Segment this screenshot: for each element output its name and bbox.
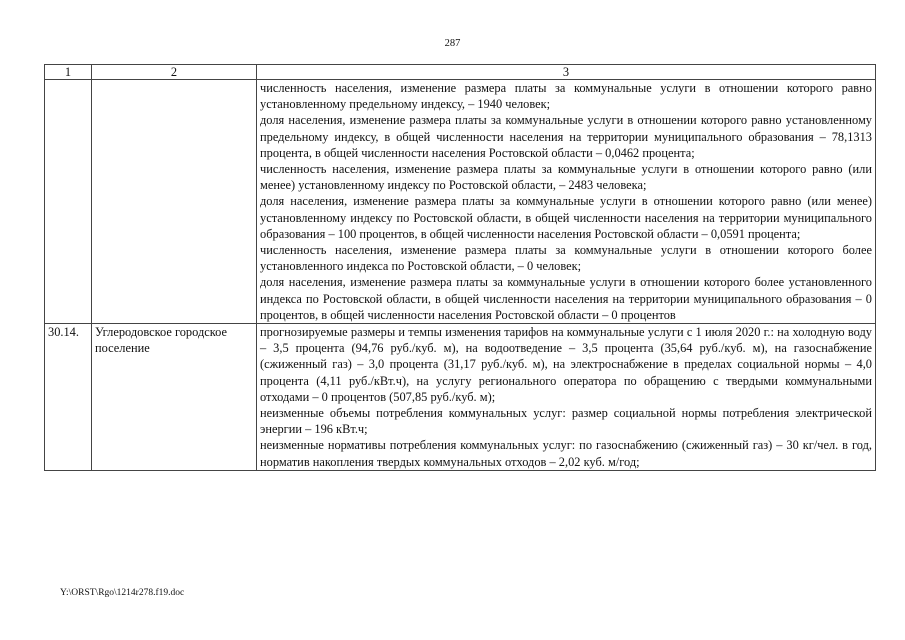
- row-number: [45, 80, 92, 324]
- column-header-1: 1: [45, 65, 92, 80]
- document-table: [44, 64, 876, 471]
- paragraph: численность населения, изменение размера платы за коммунальные услуги в отношении которого равно установленному предельному индексу, – 1940 человек;: [260, 81, 872, 112]
- paragraph: доля населения, изменение размера платы за коммунальные услуги в отношении которого равно (или менее) установленному индексу по Ростовской области, в общей численности населения на территории муниципального образования – 100 процентов, в общей численности населения Ростовской области – 0,0591 процента;: [260, 194, 872, 241]
- column-header-2: 2: [92, 65, 257, 80]
- paragraph: неизменные объемы потребления коммунальных услуг: размер социальной нормы потребления электрической энергии – 196 кВт.ч;: [260, 406, 872, 437]
- column-header-3: 3: [257, 65, 876, 80]
- paragraph: численность населения, изменение размера платы за коммунальные услуги в отношении которого равно (или менее) установленному индексу по Ростовской области, – 2483 человека;: [260, 162, 872, 193]
- paragraph: доля населения, изменение размера платы за коммунальные услуги в отношении которого равно установленному предельному индексу, в общей численности населения на территории муниципального образования – 78,1313 процента, в общей численности населения Ростовской области – 0,0462 процента;: [260, 113, 872, 160]
- row-content: [257, 324, 876, 471]
- paragraph: неизменные нормативы потребления коммунальных услуг: по газоснабжению (сжиженный газ) – 30 кг/чел. в год, норматив накопления твердых коммунальных отходов – 2,02 куб. м/год;: [260, 438, 872, 469]
- paragraph: прогнозируемые размеры и темпы изменения тарифов на коммунальные услуги с 1 июля 2020 г.: на холодную воду – 3,5 процента (94,76 руб./куб. м), на водоотведение – 3,5 процента (35,64 руб./куб. м), на газоснабжение (сжиженный газ) – 3,0 процента (31,17 руб./куб. м), на электроснабжение в пределах социальной нормы – 4,0 процента (4,11 руб./кВт.ч), на услугу регионального оператора по обращению с твердыми коммунальными отходами – 0 процентов (507,85 руб./куб. м);: [260, 325, 872, 404]
- row-content: [257, 80, 876, 324]
- page-number: 287: [444, 38, 461, 49]
- table-row: [45, 324, 876, 471]
- settlement-name: Углеродовское городское поселение: [92, 324, 257, 471]
- table-row: [45, 80, 876, 324]
- paragraph: доля населения, изменение размера платы за коммунальные услуги в отношении которого более установленного индекса по Ростовской области, в общей численности населения на территории муниципального образования – 0 процентов, в общей численности населения Ростовской области – 0 процентов: [260, 275, 872, 322]
- paragraph: численность населения, изменение размера платы за коммунальные услуги в отношении которого более установленного индекса по Ростовской области, – 0 человек;: [260, 243, 872, 274]
- table-header-row: [45, 65, 876, 80]
- file-path-footer: Y:\ORST\Rgo\1214r278.f19.doc: [60, 588, 185, 598]
- row-number: 30.14.: [45, 324, 92, 471]
- settlement-name: [92, 80, 257, 324]
